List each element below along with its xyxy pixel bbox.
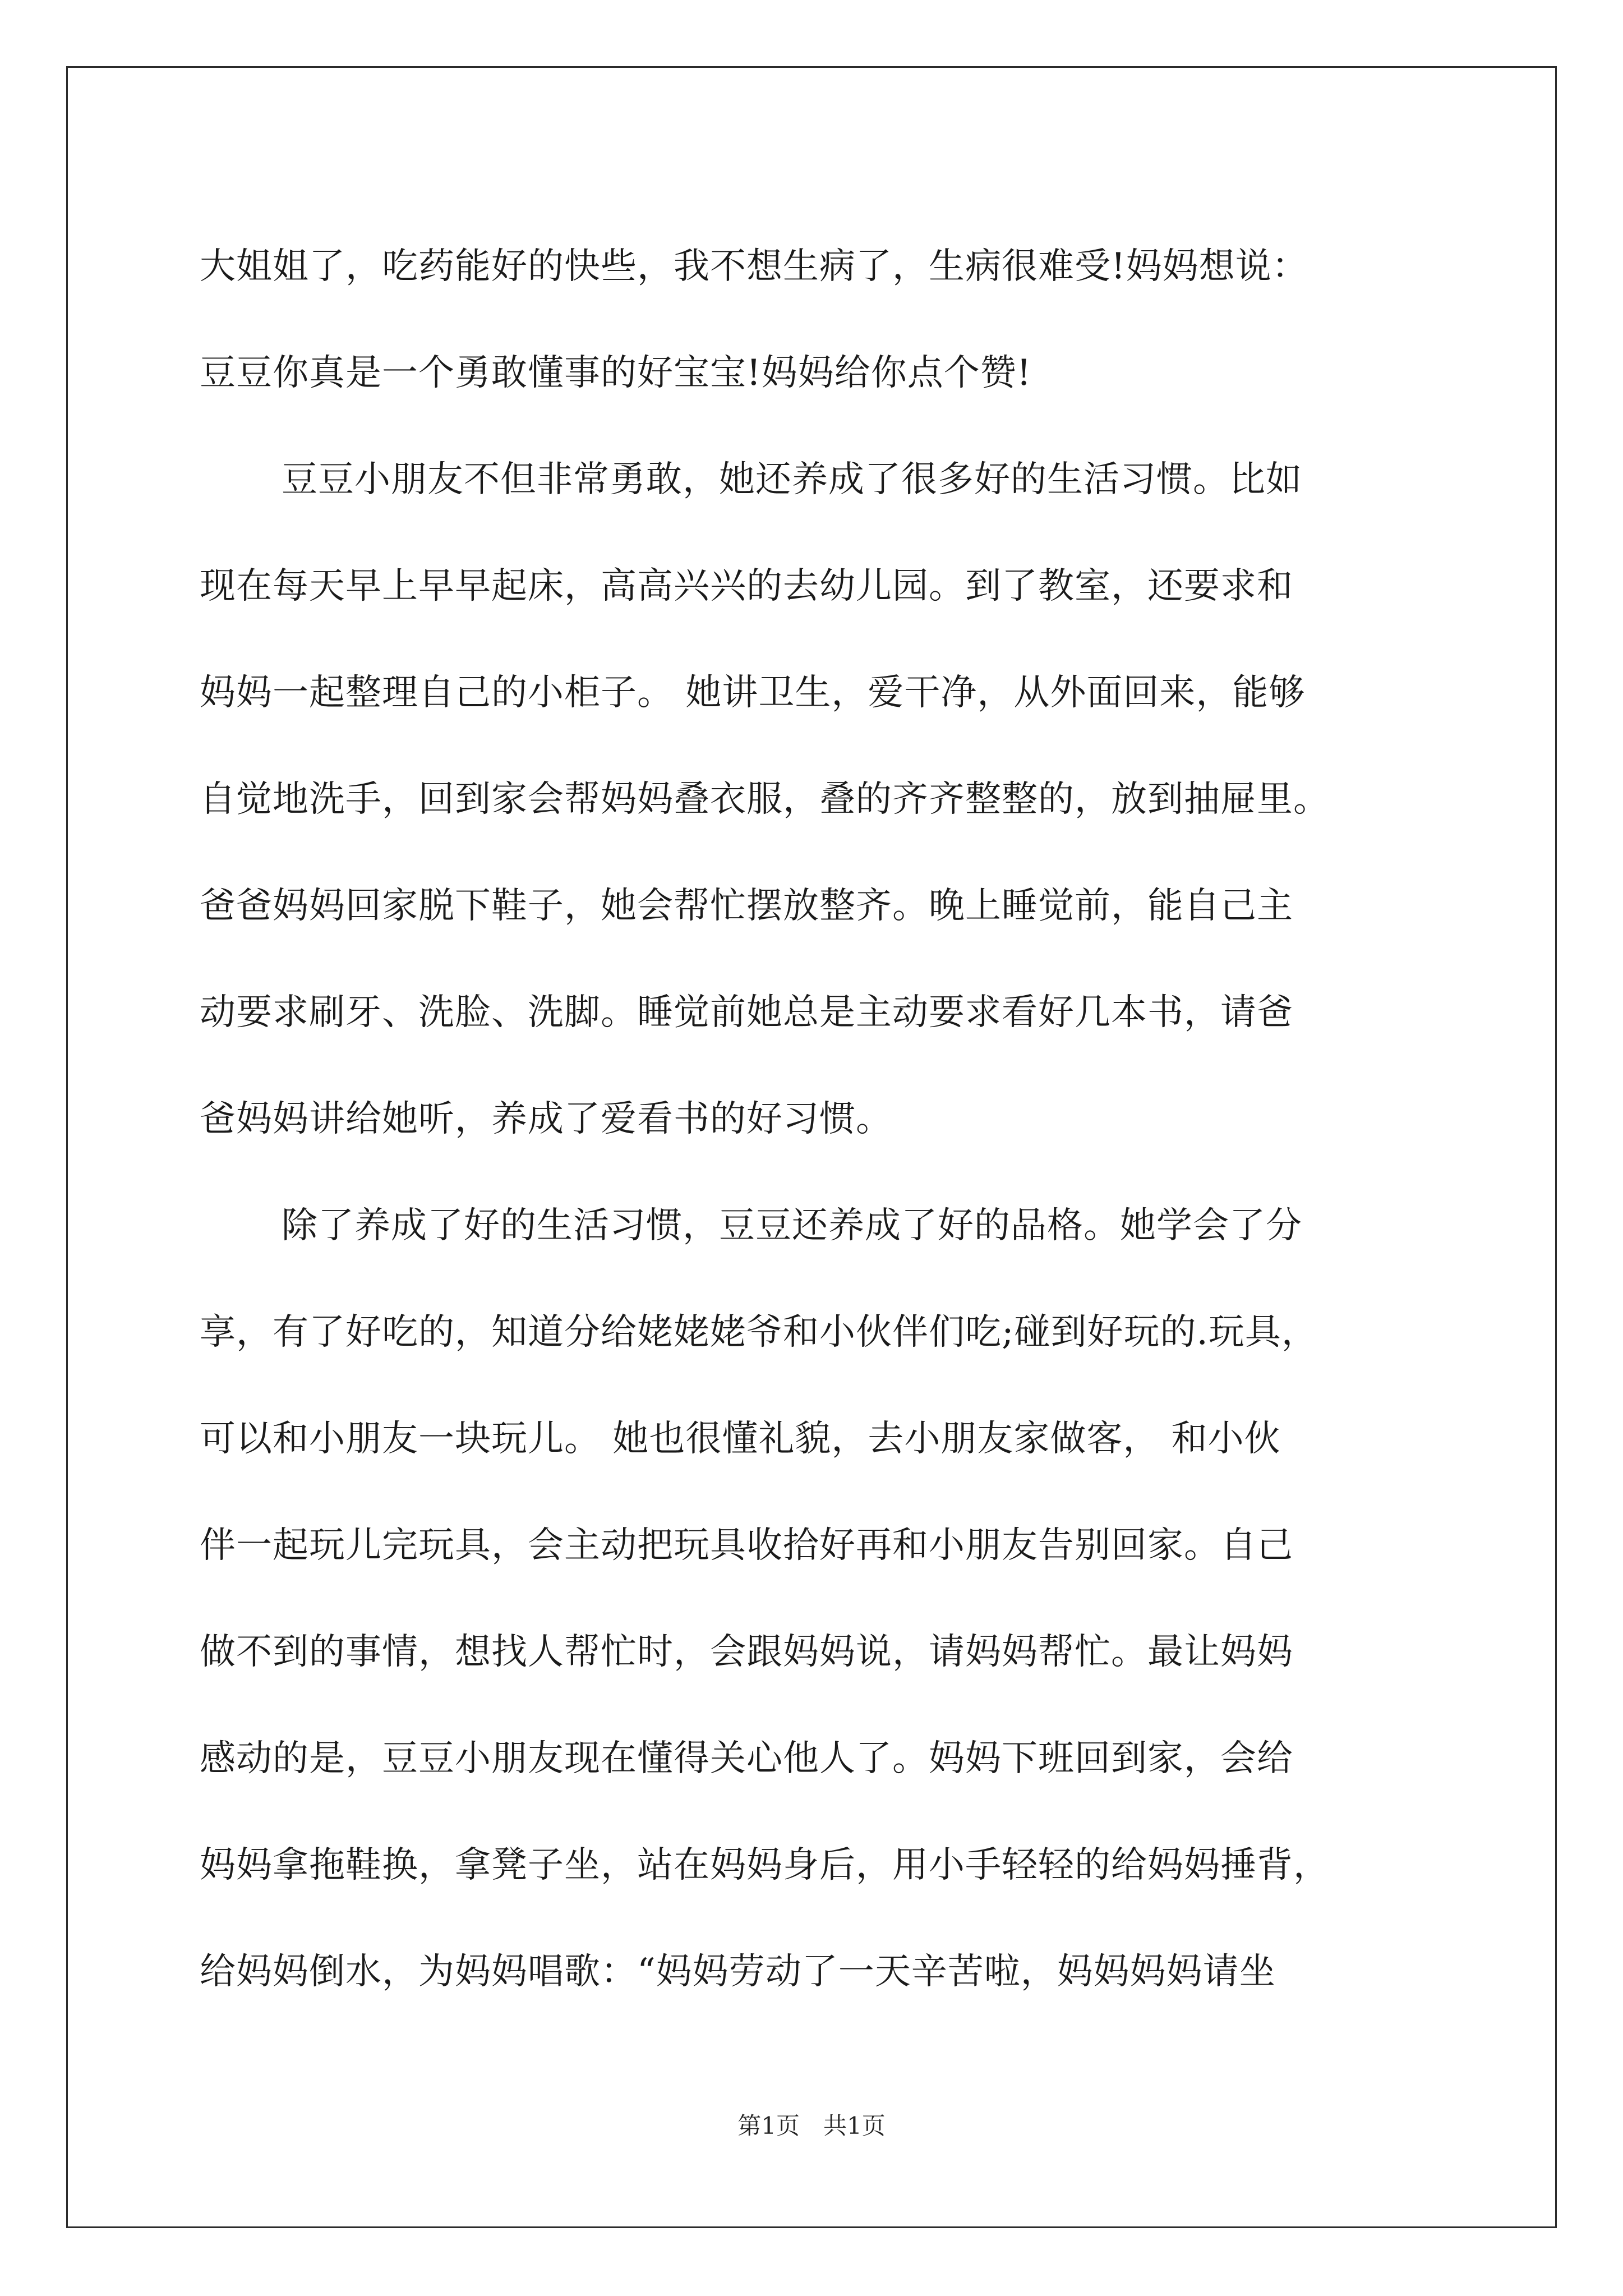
text-line: 妈妈拿拖鞋换，拿凳子坐，站在妈妈身后，用小手轻轻的给妈妈捶背，	[200, 1844, 1330, 1886]
text-line: 爸妈妈讲给她听，养成了爱看书的好习惯。	[200, 1098, 892, 1140]
page-footer: 第1页 共1页	[737, 2112, 886, 2139]
text-line: 做不到的事情，想找人帮忙时，会跟妈妈说，请妈妈帮忙。最让妈妈	[200, 1631, 1293, 1673]
text-line: 大姐姐了，吃药能好的快些，我不想生病了，生病很难受!妈妈想说：	[200, 246, 1308, 287]
text-line: 豆豆你真是一个勇敢懂事的好宝宝!妈妈给你点个赞!	[200, 352, 1032, 394]
text-line: 自觉地洗手，回到家会帮妈妈叠衣服，叠的齐齐整整的，放到抽屉里。	[200, 779, 1330, 820]
text-line: 现在每天早上早早起床，高高兴兴的去幼儿园。到了教室，还要求和	[200, 565, 1293, 607]
text-line: 伴一起玩儿完玩具，会主动把玩具收拾好再和小朋友告别回家。自己	[200, 1525, 1293, 1566]
text-line: 动要求刷牙、洗脸、洗脚。睡觉前她总是主动要求看好几本书，请爸	[200, 992, 1293, 1033]
document-body	[200, 213, 1439, 2025]
text-line: 可以和小朋友一块玩儿。 她也很懂礼貌，去小朋友家做客， 和小伙	[200, 1418, 1281, 1460]
text-line: 爸爸妈妈回家脱下鞋子，她会帮忙摆放整齐。晚上睡觉前，能自己主	[200, 885, 1293, 927]
text-line: 妈妈一起整理自己的小柜子。 她讲卫生，爱干净，从外面回来，能够	[200, 672, 1306, 714]
text-line: 给妈妈倒水，为妈妈唱歌：“妈妈劳动了一天辛苦啦，妈妈妈妈请坐	[200, 1951, 1276, 1993]
text-line: 享，有了好吃的，知道分给姥姥姥爷和小伙伴们吃;碰到好玩的.玩具，	[200, 1312, 1318, 1353]
text-line: 感动的是，豆豆小朋友现在懂得关心他人了。妈妈下班回到家，会给	[200, 1738, 1293, 1779]
paragraph-start-line: 豆豆小朋友不但非常勇敢，她还养成了很多好的生活习惯。比如	[282, 459, 1302, 500]
paragraph-start-line: 除了养成了好的生活习惯，豆豆还养成了好的品格。她学会了分	[282, 1205, 1302, 1246]
